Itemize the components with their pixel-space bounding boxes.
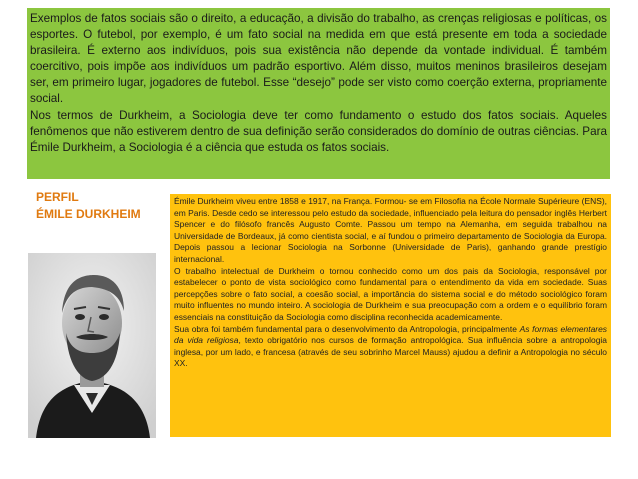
profile-heading — [36, 189, 141, 223]
biography-paragraph — [174, 324, 607, 370]
intro-paragraph: Exemplos de fatos sociais são o direito, a educação, a divisão do trabalho, as crenças religiosas e políticas, os esportes. O futebol, por exemplo, é um fato social na medida em que está presente em toda a sociedade brasileira. É externo aos indivíduos, pois sua existência não depende da vontade individual. É também coercitivo, pois impõe aos indivíduos um padrão esportivo. Além disso, muitos meninos brasileiros desejam ser, em primeiro lugar, jogadores de futebol. Esse “desejo” pode ser visto como coerção externa, propriamente social. — [30, 12, 607, 106]
biography-paragraph: O trabalho intelectual de Durkheim o tornou conhecido como um dos pais da Sociologia, responsável por estabelecer o ponto de vista sociológico como fundamental para o entendimento da vida em sociedade. Suas percepções sobre o fato social, a coesão social, a importância do sistema social e do método sociológico foram muito influentes no mundo inteiro. A sociologia de Durkheim e sua preocupação com a ordem e o equilíbrio foram essenciais na constituição da Sociologia como disciplina reconhecida academicamente. — [174, 265, 607, 322]
biography-paragraph: Émile Durkheim viveu entre 1858 e 1917, na França. Formou- se em Filosofia na École Normale Supérieure (ENS), em Paris. Desde cedo se interessou pelo estudo da sociedade, influenciado pela leitura do pensador inglês Herbert Spencer e do filósofo francês Augusto Comte. Passou um tempo na Alemanha, em seguida trabalhou na Universidade de Bordeaux, já como cientista social, e aí fundou o primeiro departamento de Sociologia da Europa. Depois passou a lecionar Sociologia na Sorbonne (Universidade de Paris), ganhando grande prestígio internacional. — [174, 196, 607, 264]
book-title: As formas elementares da vida religiosa — [174, 323, 607, 346]
profile-biography-box — [170, 194, 611, 437]
biography-text: , texto obrigatório nos cursos de formação antropológica. Sua influência sobre a antropologia inglesa, por um lado, e francesa (através de seu sobrinho Marcel Mauss) ajudou a definir a Antropologia no século XX. — [174, 335, 607, 369]
portrait-illustration — [28, 253, 156, 438]
intro-paragraph: Nos termos de Durkheim, a Sociologia deve ter como fundamento o estudo dos fatos sociais. Aqueles fenômenos que não estiverem dentro de sua definição serão considerados do domínio de outras ciências. Para Émile Durkheim, a Sociologia é a ciência que estuda os fatos sociais. — [30, 108, 607, 154]
biography-text: Sua obra foi também fundamental para o desenvolvimento da Antropologia, principalmente — [174, 323, 520, 334]
intro-text-box — [27, 8, 610, 179]
profile-label: PERFIL — [36, 190, 79, 204]
profile-name: ÉMILE DURKHEIM — [36, 207, 141, 221]
portrait-image — [28, 253, 156, 438]
